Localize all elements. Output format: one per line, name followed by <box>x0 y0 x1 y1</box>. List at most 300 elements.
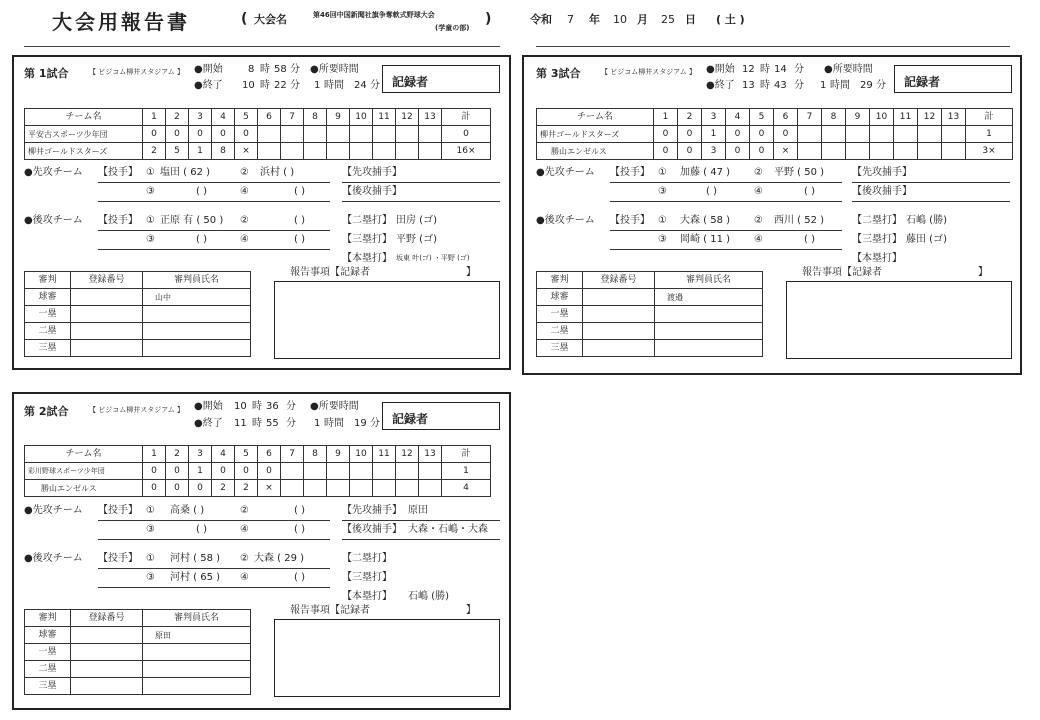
score-cell: 8 <box>212 143 235 160</box>
triple-value: 藤田 (ゴ) <box>906 234 947 245</box>
second-catcher-label: 【後攻捕手】 <box>342 524 402 535</box>
score-cell <box>327 143 350 160</box>
date-day: 25 <box>661 13 675 26</box>
end-hour: 13 <box>742 80 755 91</box>
score-cell: 0 <box>166 480 189 497</box>
reg-cell <box>583 306 655 323</box>
score-cell: 0 <box>189 126 212 143</box>
reg-cell <box>71 289 143 306</box>
pitcher-marker: ④ <box>240 524 249 535</box>
date-month-unit: 月 <box>637 13 648 26</box>
score-cell <box>918 143 942 160</box>
meet-close-bracket: ) <box>485 11 492 27</box>
score-cell: 1 <box>189 463 212 480</box>
inning-header: 12 <box>396 446 419 463</box>
total-header: 計 <box>442 446 491 463</box>
score-cell <box>350 463 373 480</box>
pitcher-entry: 西川 ( 52 ) <box>774 215 825 226</box>
team-name-cell: 柳井ゴールドスターズ <box>537 126 654 143</box>
total-cell: 16× <box>442 143 491 160</box>
pitcher-marker: ② <box>240 553 249 564</box>
reg-cell <box>583 340 655 357</box>
score-cell: 1 <box>702 126 726 143</box>
homer-label: 【本塁打】 <box>342 591 392 602</box>
score-cell <box>373 463 396 480</box>
date-year: 7 <box>567 13 574 26</box>
entry-underline <box>342 182 500 183</box>
pitcher-entry: ( ) <box>706 186 717 197</box>
ump-role: 球審 <box>537 289 583 306</box>
entry-underline <box>852 182 1010 183</box>
team-name-header: チーム名 <box>537 109 654 126</box>
entry-underline <box>98 568 330 569</box>
reg-cell <box>71 678 143 695</box>
reg-cell <box>71 644 143 661</box>
report-box[interactable] <box>786 281 1012 359</box>
report-label: 報告事項【記録者 <box>290 605 370 616</box>
end-hour: 10 <box>242 80 255 91</box>
ump-name: 原田 <box>143 627 251 644</box>
team-name-header: チーム名 <box>25 446 143 463</box>
meet-name: 第46回中国新聞社旗争奪軟式野球大会 <box>313 11 435 19</box>
start-min: 14 <box>774 64 787 75</box>
pitcher-entry: ( ) <box>294 524 305 535</box>
total-cell: 0 <box>442 126 491 143</box>
inning-header: 5 <box>750 109 774 126</box>
game-3-panel <box>522 55 1022 375</box>
ump-col-header: 審判 <box>25 272 71 289</box>
pitcher-marker: ③ <box>146 186 155 197</box>
score-cell <box>258 143 281 160</box>
score-cell: 0 <box>166 463 189 480</box>
ump-name <box>143 678 251 695</box>
pitcher-marker: ① <box>658 167 667 178</box>
score-cell: 0 <box>143 480 166 497</box>
report-close: 】 <box>466 605 476 616</box>
first-team-label: ●先攻チーム <box>24 167 83 178</box>
start-label: ●開始 <box>706 64 735 75</box>
venue: 【 ビジコム柳井スタジアム 】 <box>89 406 184 414</box>
inning-header: 10 <box>350 109 373 126</box>
ump-name: 渡邉 <box>655 289 763 306</box>
score-table <box>536 108 1013 160</box>
inning-header: 3 <box>189 446 212 463</box>
entry-underline <box>98 587 330 588</box>
first-catcher-value: 原田 <box>408 505 428 516</box>
minute-unit: 分 <box>794 80 804 91</box>
score-cell: 0 <box>774 126 798 143</box>
minute-unit: 分 <box>876 80 886 91</box>
score-cell: 0 <box>678 143 702 160</box>
score-cell: × <box>258 480 281 497</box>
inning-header: 7 <box>281 109 304 126</box>
score-cell <box>281 143 304 160</box>
hour-unit: 時 <box>760 64 770 75</box>
score-cell <box>304 480 327 497</box>
venue: 【 ビジコム柳井スタジアム 】 <box>89 68 184 76</box>
pitcher-entry: 塩田 ( 62 ) <box>160 167 211 178</box>
pitcher-entry: 加藤 ( 47 ) <box>680 167 731 178</box>
team-name-cell: 勝山エンゼルス <box>537 143 654 160</box>
pitcher-entry: ( ) <box>196 186 207 197</box>
report-label: 報告事項【記録者 <box>802 267 882 278</box>
date-day-unit: 日 <box>685 13 696 26</box>
score-cell <box>304 126 327 143</box>
triple-label: 【三塁打】 <box>342 572 392 583</box>
score-cell <box>281 126 304 143</box>
ump-role: 三塁 <box>537 340 583 357</box>
entry-underline <box>342 539 500 540</box>
duration-label: ●所要時間 <box>310 401 359 412</box>
score-cell: 0 <box>258 463 281 480</box>
inning-header: 11 <box>373 446 396 463</box>
pitcher-marker: ③ <box>146 524 155 535</box>
first-team-label: ●先攻チーム <box>24 505 83 516</box>
date-year-unit: 年 <box>589 13 600 26</box>
reg-cell <box>71 661 143 678</box>
duration-label: ●所要時間 <box>310 64 359 75</box>
report-box[interactable] <box>274 281 500 359</box>
pitcher-marker: ④ <box>754 186 763 197</box>
score-cell <box>846 143 870 160</box>
score-cell <box>918 126 942 143</box>
inning-header: 12 <box>396 109 419 126</box>
end-hour: 11 <box>234 418 247 429</box>
second-catcher-label: 【後攻捕手】 <box>342 186 402 197</box>
score-cell <box>419 463 442 480</box>
pitcher-marker: ④ <box>754 234 763 245</box>
ump-name <box>143 661 251 678</box>
report-label: 報告事項【記録者 <box>290 267 370 278</box>
umpire-table <box>24 271 251 357</box>
inning-header: 4 <box>212 446 235 463</box>
score-cell <box>846 126 870 143</box>
date-weekday: ( 土 ) <box>716 13 745 26</box>
score-cell <box>350 143 373 160</box>
score-cell: 0 <box>143 126 166 143</box>
pitcher-entry: ( ) <box>804 234 815 245</box>
game-1-panel <box>12 55 511 370</box>
score-cell: 5 <box>166 143 189 160</box>
minute-unit: 分 <box>290 64 300 75</box>
score-cell: 0 <box>726 143 750 160</box>
second-catcher-label: 【後攻捕手】 <box>852 186 912 197</box>
score-cell: 1 <box>189 143 212 160</box>
start-label: ●開始 <box>194 64 223 75</box>
inning-header: 7 <box>798 109 822 126</box>
dur-min: 24 <box>354 80 367 91</box>
second-team-label: ●後攻チーム <box>536 215 595 226</box>
double-value: 田房 (ゴ) <box>396 215 437 226</box>
pitcher-marker: ① <box>146 553 155 564</box>
meet-open-bracket: ( <box>241 11 248 27</box>
pitcher-marker: ② <box>240 167 249 178</box>
inning-header: 5 <box>235 446 258 463</box>
pitcher-entry: 河村 ( 65 ) <box>170 572 221 583</box>
inning-header: 12 <box>918 109 942 126</box>
ump-name <box>655 323 763 340</box>
score-cell: 0 <box>654 143 678 160</box>
ump-name <box>143 323 251 340</box>
score-cell: 0 <box>212 126 235 143</box>
score-table <box>24 108 491 160</box>
team-name-cell: 平安古スポーツ少年団 <box>25 126 143 143</box>
inning-header: 11 <box>373 109 396 126</box>
double-label: 【二塁打】 <box>852 215 902 226</box>
inning-header: 1 <box>654 109 678 126</box>
score-cell <box>870 143 894 160</box>
first-catcher-label: 【先攻捕手】 <box>342 505 402 516</box>
score-cell <box>327 480 350 497</box>
entry-underline <box>610 230 842 231</box>
hours-span: 時間 <box>324 80 344 91</box>
ump-name <box>655 340 763 357</box>
date-month: 10 <box>613 13 627 26</box>
double-label: 【二塁打】 <box>342 553 392 564</box>
score-cell <box>798 143 822 160</box>
team-name-cell: 柳井ゴールドスターズ <box>25 143 143 160</box>
score-cell <box>396 463 419 480</box>
entry-underline <box>610 201 842 202</box>
pitcher-entry: 浜村 ( ) <box>260 167 295 178</box>
score-cell: 2 <box>212 480 235 497</box>
first-catcher-label: 【先攻捕手】 <box>852 167 912 178</box>
triple-value: 平野 (ゴ) <box>396 234 437 245</box>
pitcher-entry: 大森 ( 58 ) <box>680 215 731 226</box>
reg-cell <box>71 627 143 644</box>
inning-header: 1 <box>143 109 166 126</box>
ump-name <box>143 340 251 357</box>
total-cell: 3× <box>966 143 1013 160</box>
ump-role: 一塁 <box>25 306 71 323</box>
score-cell <box>942 143 966 160</box>
reg-col-header: 登録番号 <box>71 272 143 289</box>
start-label: ●開始 <box>194 401 223 412</box>
score-cell <box>304 463 327 480</box>
score-cell <box>870 126 894 143</box>
start-hour: 8 <box>248 64 255 75</box>
ump-role: 三塁 <box>25 340 71 357</box>
minute-unit: 分 <box>290 80 300 91</box>
ump-role: 三塁 <box>25 678 71 695</box>
ump-name-col-header: 審判員氏名 <box>143 272 251 289</box>
inning-header: 5 <box>235 109 258 126</box>
date-era: 令和 <box>530 13 552 26</box>
pitcher-marker: ③ <box>146 572 155 583</box>
venue: 【 ビジコム柳井スタジアム 】 <box>601 68 696 76</box>
total-cell: 1 <box>966 126 1013 143</box>
hours-span: 時間 <box>324 418 344 429</box>
ump-name <box>143 306 251 323</box>
minute-unit: 分 <box>370 80 380 91</box>
entry-underline <box>342 520 500 521</box>
pitcher-entry: 高桑 ( ) <box>170 505 205 516</box>
hour-unit: 時 <box>252 418 262 429</box>
score-cell: 0 <box>678 126 702 143</box>
minute-unit: 分 <box>370 418 380 429</box>
pitcher-entry: ( ) <box>294 186 305 197</box>
entry-underline <box>852 201 1010 202</box>
ump-name: 山中 <box>143 289 251 306</box>
score-cell <box>396 480 419 497</box>
pitcher-label: 【投手】 <box>98 505 138 516</box>
inning-header: 9 <box>846 109 870 126</box>
score-cell <box>822 126 846 143</box>
triple-label: 【三塁打】 <box>852 234 902 245</box>
pitcher-label: 【投手】 <box>610 167 650 178</box>
pitcher-label: 【投手】 <box>98 167 138 178</box>
dur-min: 29 <box>860 80 873 91</box>
score-cell <box>281 480 304 497</box>
inning-header: 8 <box>822 109 846 126</box>
score-cell <box>798 126 822 143</box>
score-cell: 2 <box>235 480 258 497</box>
score-cell <box>396 126 419 143</box>
ump-role: 二塁 <box>25 661 71 678</box>
inning-header: 2 <box>166 109 189 126</box>
ump-name <box>655 306 763 323</box>
first-catcher-label: 【先攻捕手】 <box>342 167 402 178</box>
inning-header: 9 <box>327 446 350 463</box>
hour-unit: 時 <box>252 401 262 412</box>
hours-span: 時間 <box>830 80 850 91</box>
pitcher-entry: 大森 ( 29 ) <box>254 553 305 564</box>
pitcher-entry: 河村 ( 58 ) <box>170 553 221 564</box>
score-cell <box>258 126 281 143</box>
entry-underline <box>98 201 330 202</box>
pitcher-entry: 正原 有 ( 50 ) <box>160 215 224 226</box>
pitcher-marker: ① <box>146 215 155 226</box>
pitcher-entry: 平野 ( 50 ) <box>774 167 825 178</box>
start-hour: 12 <box>742 64 755 75</box>
score-cell <box>373 143 396 160</box>
score-cell <box>396 143 419 160</box>
minute-unit: 分 <box>794 64 804 75</box>
pitcher-marker: ① <box>146 505 155 516</box>
team-name-cell: 勝山エンゼルス <box>25 480 143 497</box>
score-cell <box>822 143 846 160</box>
score-cell: × <box>774 143 798 160</box>
score-cell <box>373 126 396 143</box>
reg-cell <box>583 289 655 306</box>
score-cell: × <box>235 143 258 160</box>
pitcher-entry: 岡崎 ( 11 ) <box>680 234 731 245</box>
recorder-box: 記録者 <box>894 65 1012 93</box>
total-cell: 4 <box>442 480 491 497</box>
pitcher-entry: ( ) <box>196 524 207 535</box>
pitcher-entry: ( ) <box>294 215 305 226</box>
ump-role: 球審 <box>25 627 71 644</box>
dur-hour: 1 <box>314 418 321 429</box>
double-value: 石嶋 (勝) <box>906 215 947 226</box>
inning-header: 13 <box>419 109 442 126</box>
entry-underline <box>610 249 842 250</box>
double-label: 【二塁打】 <box>342 215 392 226</box>
dur-hour: 1 <box>314 80 321 91</box>
end-min: 55 <box>266 418 279 429</box>
report-box[interactable] <box>274 619 500 697</box>
pitcher-marker: ③ <box>658 234 667 245</box>
page-title: 大会用報告書 <box>52 10 190 34</box>
score-cell: 3 <box>702 143 726 160</box>
total-cell: 1 <box>442 463 491 480</box>
score-cell <box>894 126 918 143</box>
report-close: 】 <box>978 267 988 278</box>
inning-header: 7 <box>281 446 304 463</box>
minute-unit: 分 <box>286 418 296 429</box>
pitcher-entry: ( ) <box>804 186 815 197</box>
end-min: 43 <box>774 80 787 91</box>
score-cell: 0 <box>726 126 750 143</box>
score-cell <box>327 463 350 480</box>
pitcher-entry: ( ) <box>294 234 305 245</box>
entry-underline <box>98 182 330 183</box>
pitcher-label: 【投手】 <box>610 215 650 226</box>
score-cell: 0 <box>212 463 235 480</box>
reg-col-header: 登録番号 <box>583 272 655 289</box>
recorder-box: 記録者 <box>382 65 500 93</box>
game-no: 第 1試合 <box>24 67 69 80</box>
inning-header: 4 <box>726 109 750 126</box>
entry-underline <box>98 520 330 521</box>
end-label: ●終了 <box>194 418 223 429</box>
end-min: 22 <box>274 80 287 91</box>
pitcher-marker: ③ <box>658 186 667 197</box>
pitcher-label: 【投手】 <box>98 553 138 564</box>
inning-header: 13 <box>942 109 966 126</box>
hour-unit: 時 <box>760 80 770 91</box>
score-cell: 0 <box>143 463 166 480</box>
ump-name-col-header: 審判員氏名 <box>655 272 763 289</box>
score-cell: 2 <box>143 143 166 160</box>
inning-header: 3 <box>702 109 726 126</box>
ump-role: 一塁 <box>537 306 583 323</box>
entry-underline <box>98 249 330 250</box>
total-header: 計 <box>966 109 1013 126</box>
inning-header: 10 <box>350 446 373 463</box>
pitcher-marker: ② <box>240 215 249 226</box>
ump-role: 二塁 <box>25 323 71 340</box>
start-hour: 10 <box>234 401 247 412</box>
header-rule-right <box>536 46 1010 47</box>
meet-label: 大会名 <box>254 13 287 26</box>
score-cell <box>373 480 396 497</box>
score-cell: 0 <box>750 126 774 143</box>
meet-division: (学童の部) <box>435 24 470 32</box>
end-label: ●終了 <box>706 80 735 91</box>
score-cell <box>419 480 442 497</box>
total-header: 計 <box>442 109 491 126</box>
hour-unit: 時 <box>260 64 270 75</box>
game-no: 第 3試合 <box>536 67 581 80</box>
reg-cell <box>583 323 655 340</box>
ump-name <box>143 644 251 661</box>
score-cell: 0 <box>166 126 189 143</box>
score-cell <box>350 480 373 497</box>
reg-cell <box>71 306 143 323</box>
pitcher-marker: ② <box>240 505 249 516</box>
entry-underline <box>98 230 330 231</box>
team-name-cell: 彩川野球スポーツ少年団 <box>25 463 143 480</box>
score-cell <box>350 126 373 143</box>
inning-header: 9 <box>327 109 350 126</box>
score-cell <box>304 143 327 160</box>
umpire-table <box>536 271 763 357</box>
pitcher-marker: ② <box>754 215 763 226</box>
score-cell <box>327 126 350 143</box>
pitcher-marker: ④ <box>240 572 249 583</box>
dur-min: 19 <box>354 418 367 429</box>
